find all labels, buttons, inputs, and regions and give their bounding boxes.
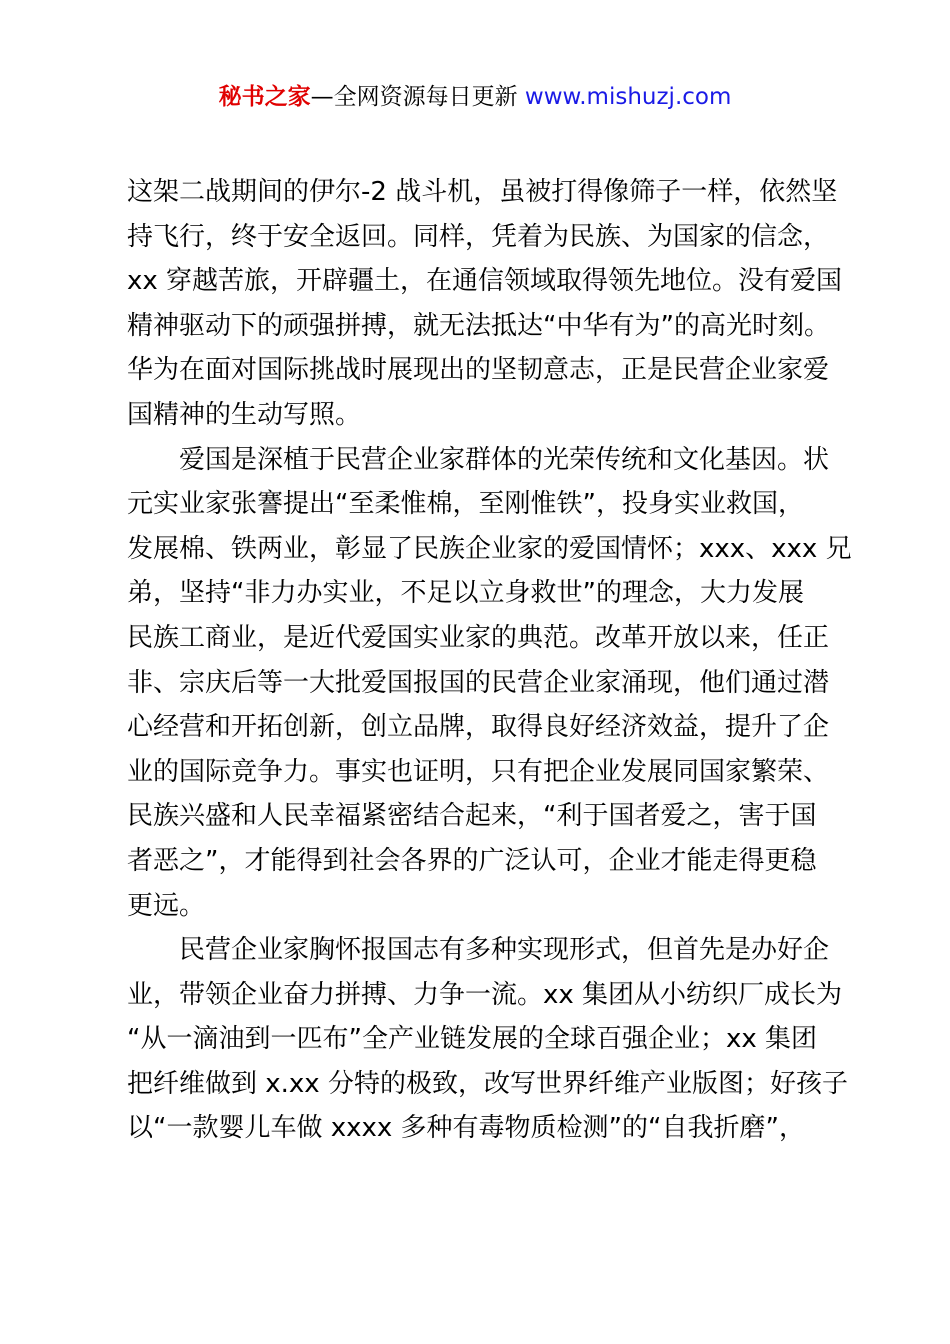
text-line: 民营企业家胸怀报国志有多种实现形式，但首先是办好企	[179, 935, 830, 966]
text-line: 发展棉、铁两业，彰显了民族企业家的爱国情怀；xxx、xxx 兄	[127, 533, 852, 564]
header-tagline: —全网资源每日更新	[310, 84, 525, 110]
text-line: 精神驱动下的顽强拼搏，就无法抵达“中华有为”的高光时刻。	[127, 310, 830, 341]
text-line: xx 穿越苦旅，开辟疆土，在通信领域取得领先地位。没有爱国	[127, 266, 843, 297]
text-line: 民族兴盛和人民幸福紧密结合起来，“利于国者爱之，害于国	[127, 801, 817, 832]
text-line: 更远。	[127, 890, 206, 921]
paragraph-2	[127, 438, 852, 929]
page-header	[0, 82, 950, 112]
text-line: 业，带领企业奋力拼搏、力争一流。xx 集团从小纺织厂成长为	[127, 979, 843, 1010]
text-line: 业的国际竞争力。事实也证明，只有把企业发展同国家繁荣、	[127, 756, 830, 787]
text-line: 民族工商业，是近代爱国实业家的典范。改革开放以来，任正	[127, 622, 830, 653]
site-url-link[interactable]: www.mishuzj.com	[524, 84, 732, 110]
text-line: 非、宗庆后等一大批爱国报国的民营企业家涌现，他们通过潜	[127, 667, 830, 698]
text-line: 这架二战期间的伊尔-2 战斗机，虽被打得像筛子一样，依然坚	[127, 177, 838, 207]
text-line: 以“一款婴儿车做 xxxx 多种有毒物质检测”的“自我折磨”，	[127, 1113, 805, 1144]
text-line: 持飞行，终于安全返回。同样，凭着为民族、为国家的信念，	[127, 221, 830, 252]
text-line: 把纤维做到 x.xx 分特的极致，改写世界纤维产业版图；好孩子	[127, 1068, 848, 1099]
text-line: 国精神的生动写照。	[127, 399, 362, 430]
text-line: 弟，坚持“非力办实业，不足以立身救世”的理念，大力发展	[127, 578, 804, 609]
brand-name: 秘书之家	[218, 84, 311, 110]
paragraph-1	[127, 170, 843, 438]
text-line: 爱国是深植于民营企业家群体的光荣传统和文化基因。状	[179, 444, 830, 475]
text-line: “从一滴油到一匹布”全产业链发展的全球百强企业；xx 集团	[127, 1024, 817, 1055]
text-line: 者恶之”，才能得到社会各界的广泛认可，企业才能走得更稳	[127, 845, 817, 876]
text-line: 心经营和开拓创新，创立品牌，取得良好经济效益，提升了企	[127, 712, 830, 743]
paragraph-3	[127, 928, 848, 1151]
text-line: 元实业家张謇提出“至柔惟棉，至刚惟铁”，投身实业救国，	[127, 489, 804, 520]
article-body	[127, 170, 852, 1151]
text-line: 华为在面对国际挑战时展现出的坚韧意志，正是民营企业家爱	[127, 355, 830, 386]
